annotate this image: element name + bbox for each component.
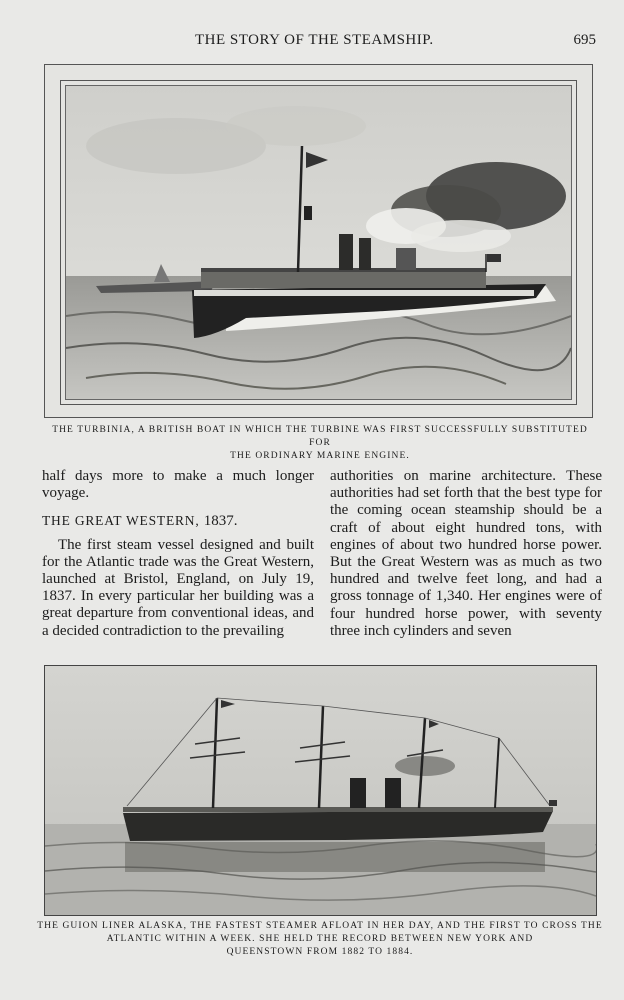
- page-number: 695: [573, 32, 596, 48]
- continued-text: half days more to make a much longer voyage.: [42, 468, 314, 502]
- turbinia-caption: [40, 424, 600, 463]
- running-title: THE STORY OF THE STEAMSHIP.: [195, 32, 434, 48]
- turbinia-ship-drawing: [66, 86, 571, 400]
- right-column: [330, 468, 602, 640]
- paragraph: The first steam vessel designed and built for the Atlantic trade was the Great Western, launched at Bristol, England, on July 19, 1837. In every particular her building was a great departure from conventional ideas, and a decided contradiction to the prevailing: [42, 536, 314, 639]
- caption-line: THE ORDINARY MARINE ENGINE.: [230, 451, 410, 461]
- section-heading-year: 1837.: [203, 513, 238, 530]
- paragraph: authorities on marine architecture. These authorities had set forth that the best type for the coming ocean steamship should be a craft of about eight hundred tons, with engines of about two hundred horse power. But the Great Western was as much as two hundred and twelve feet long, and had a gross tonnage of 1,340. Her engines were of four hundred horse power, with seventy three inch cylinders and seven: [330, 468, 602, 639]
- turbinia-illustration: [44, 64, 593, 418]
- caption-line: QUEENSTOWN FROM 1882 TO 1884.: [226, 947, 414, 957]
- illustration-border: [60, 80, 577, 405]
- caption-line: THE TURBINIA, A BRITISH BOAT IN WHICH THE TURBINE WAS FIRST SUCCESSFULLY SUBSTITUTED FOR: [52, 425, 588, 448]
- left-column: [42, 468, 314, 640]
- caption-line: THE GUION LINER ALASKA, THE FASTEST STEAMER AFLOAT IN HER DAY, AND THE FIRST TO CROSS THE: [37, 921, 603, 931]
- alaska-liner-drawing: [45, 666, 596, 915]
- alaska-illustration: [44, 665, 597, 916]
- caption-line: ATLANTIC WITHIN A WEEK. SHE HELD THE RECORD BETWEEN NEW YORK AND: [106, 934, 534, 944]
- alaska-caption: [34, 920, 606, 959]
- page-header: [0, 32, 624, 54]
- section-heading: [42, 512, 314, 530]
- section-heading-text: THE GREAT WESTERN,: [42, 513, 200, 529]
- illustration-frame: [65, 85, 572, 400]
